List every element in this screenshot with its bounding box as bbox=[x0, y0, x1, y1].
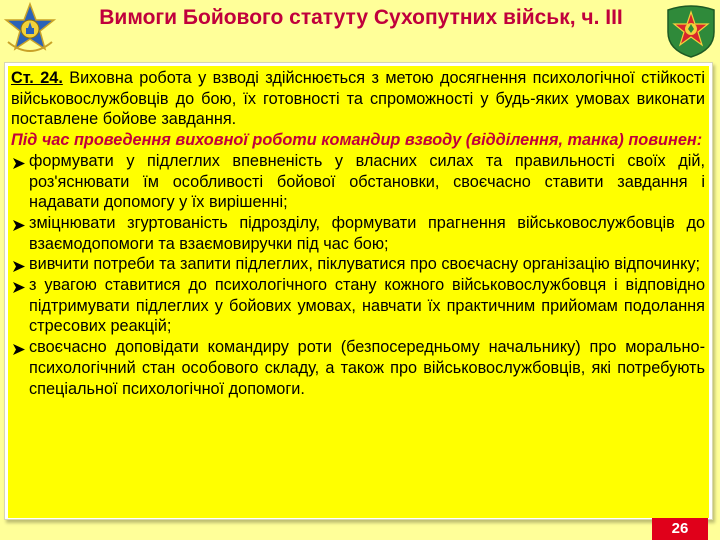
arrow-bullet-icon bbox=[12, 341, 26, 354]
list-item bbox=[11, 337, 705, 399]
list-item bbox=[11, 254, 705, 275]
list-item bbox=[11, 213, 705, 254]
page-number-badge: 26 bbox=[652, 518, 708, 540]
armed-forces-emblem-icon bbox=[2, 2, 58, 58]
arrow-bullet-icon bbox=[12, 155, 26, 168]
arrow-bullet-icon bbox=[12, 279, 26, 292]
intro-text: Виховна робота у взводі здійснюється з метою досягнення психологічної стійкості військовослужбовців до бою, їх готовності та спроможності у будь-яких умовах виконати поставлене бойове завдання. bbox=[11, 69, 705, 129]
emphasis-paragraph: Під час проведення виховної роботи командир взводу (відділення, танка) повинен: bbox=[11, 131, 703, 150]
list-item-text: формувати у підлеглих впевненість у власних силах та правильності своїх дій, роз'яснювати їм особливості бойової обстановки, своєчасно ставити завдання і надавати допомогу у їх вирішенні; bbox=[29, 151, 705, 212]
list-item-text: вивчити потреби та запити підлеглих, піклуватися про своєчасну організацію відпочинку; bbox=[29, 255, 701, 274]
content-text bbox=[8, 66, 709, 518]
land-forces-emblem-icon bbox=[664, 2, 718, 58]
arrow-bullet-icon bbox=[12, 258, 26, 271]
list-item bbox=[11, 275, 705, 337]
arrow-bullet-icon bbox=[12, 217, 26, 230]
list-item-text: зміцнювати згуртованість підрозділу, формувати прагнення військовослужбовців до взаємодопомоги та взаємовиручки під час бою; bbox=[29, 213, 705, 253]
duties-list bbox=[11, 151, 705, 399]
intro-paragraph bbox=[11, 68, 705, 130]
content-panel bbox=[4, 62, 713, 520]
list-item-text: своєчасно доповідати командиру роти (безпосередньому начальнику) про морально-психологічний стан особового складу, а також про військовослужбовців, які потребують спеціальної психологічної допомоги. bbox=[29, 338, 705, 398]
list-item bbox=[11, 151, 705, 213]
list-item-text: з увагою ставитися до психологічного стану кожного військовослужбовця і відповідно підтримувати підлеглих у бойових умовах, навчати їх практичним прийомам подолання стресових реакцій; bbox=[29, 276, 705, 336]
article-reference: Ст. 24. bbox=[11, 69, 63, 87]
slide-title: Вимоги Бойового статуту Сухопутних військ, ч. ІІІ bbox=[99, 6, 623, 29]
